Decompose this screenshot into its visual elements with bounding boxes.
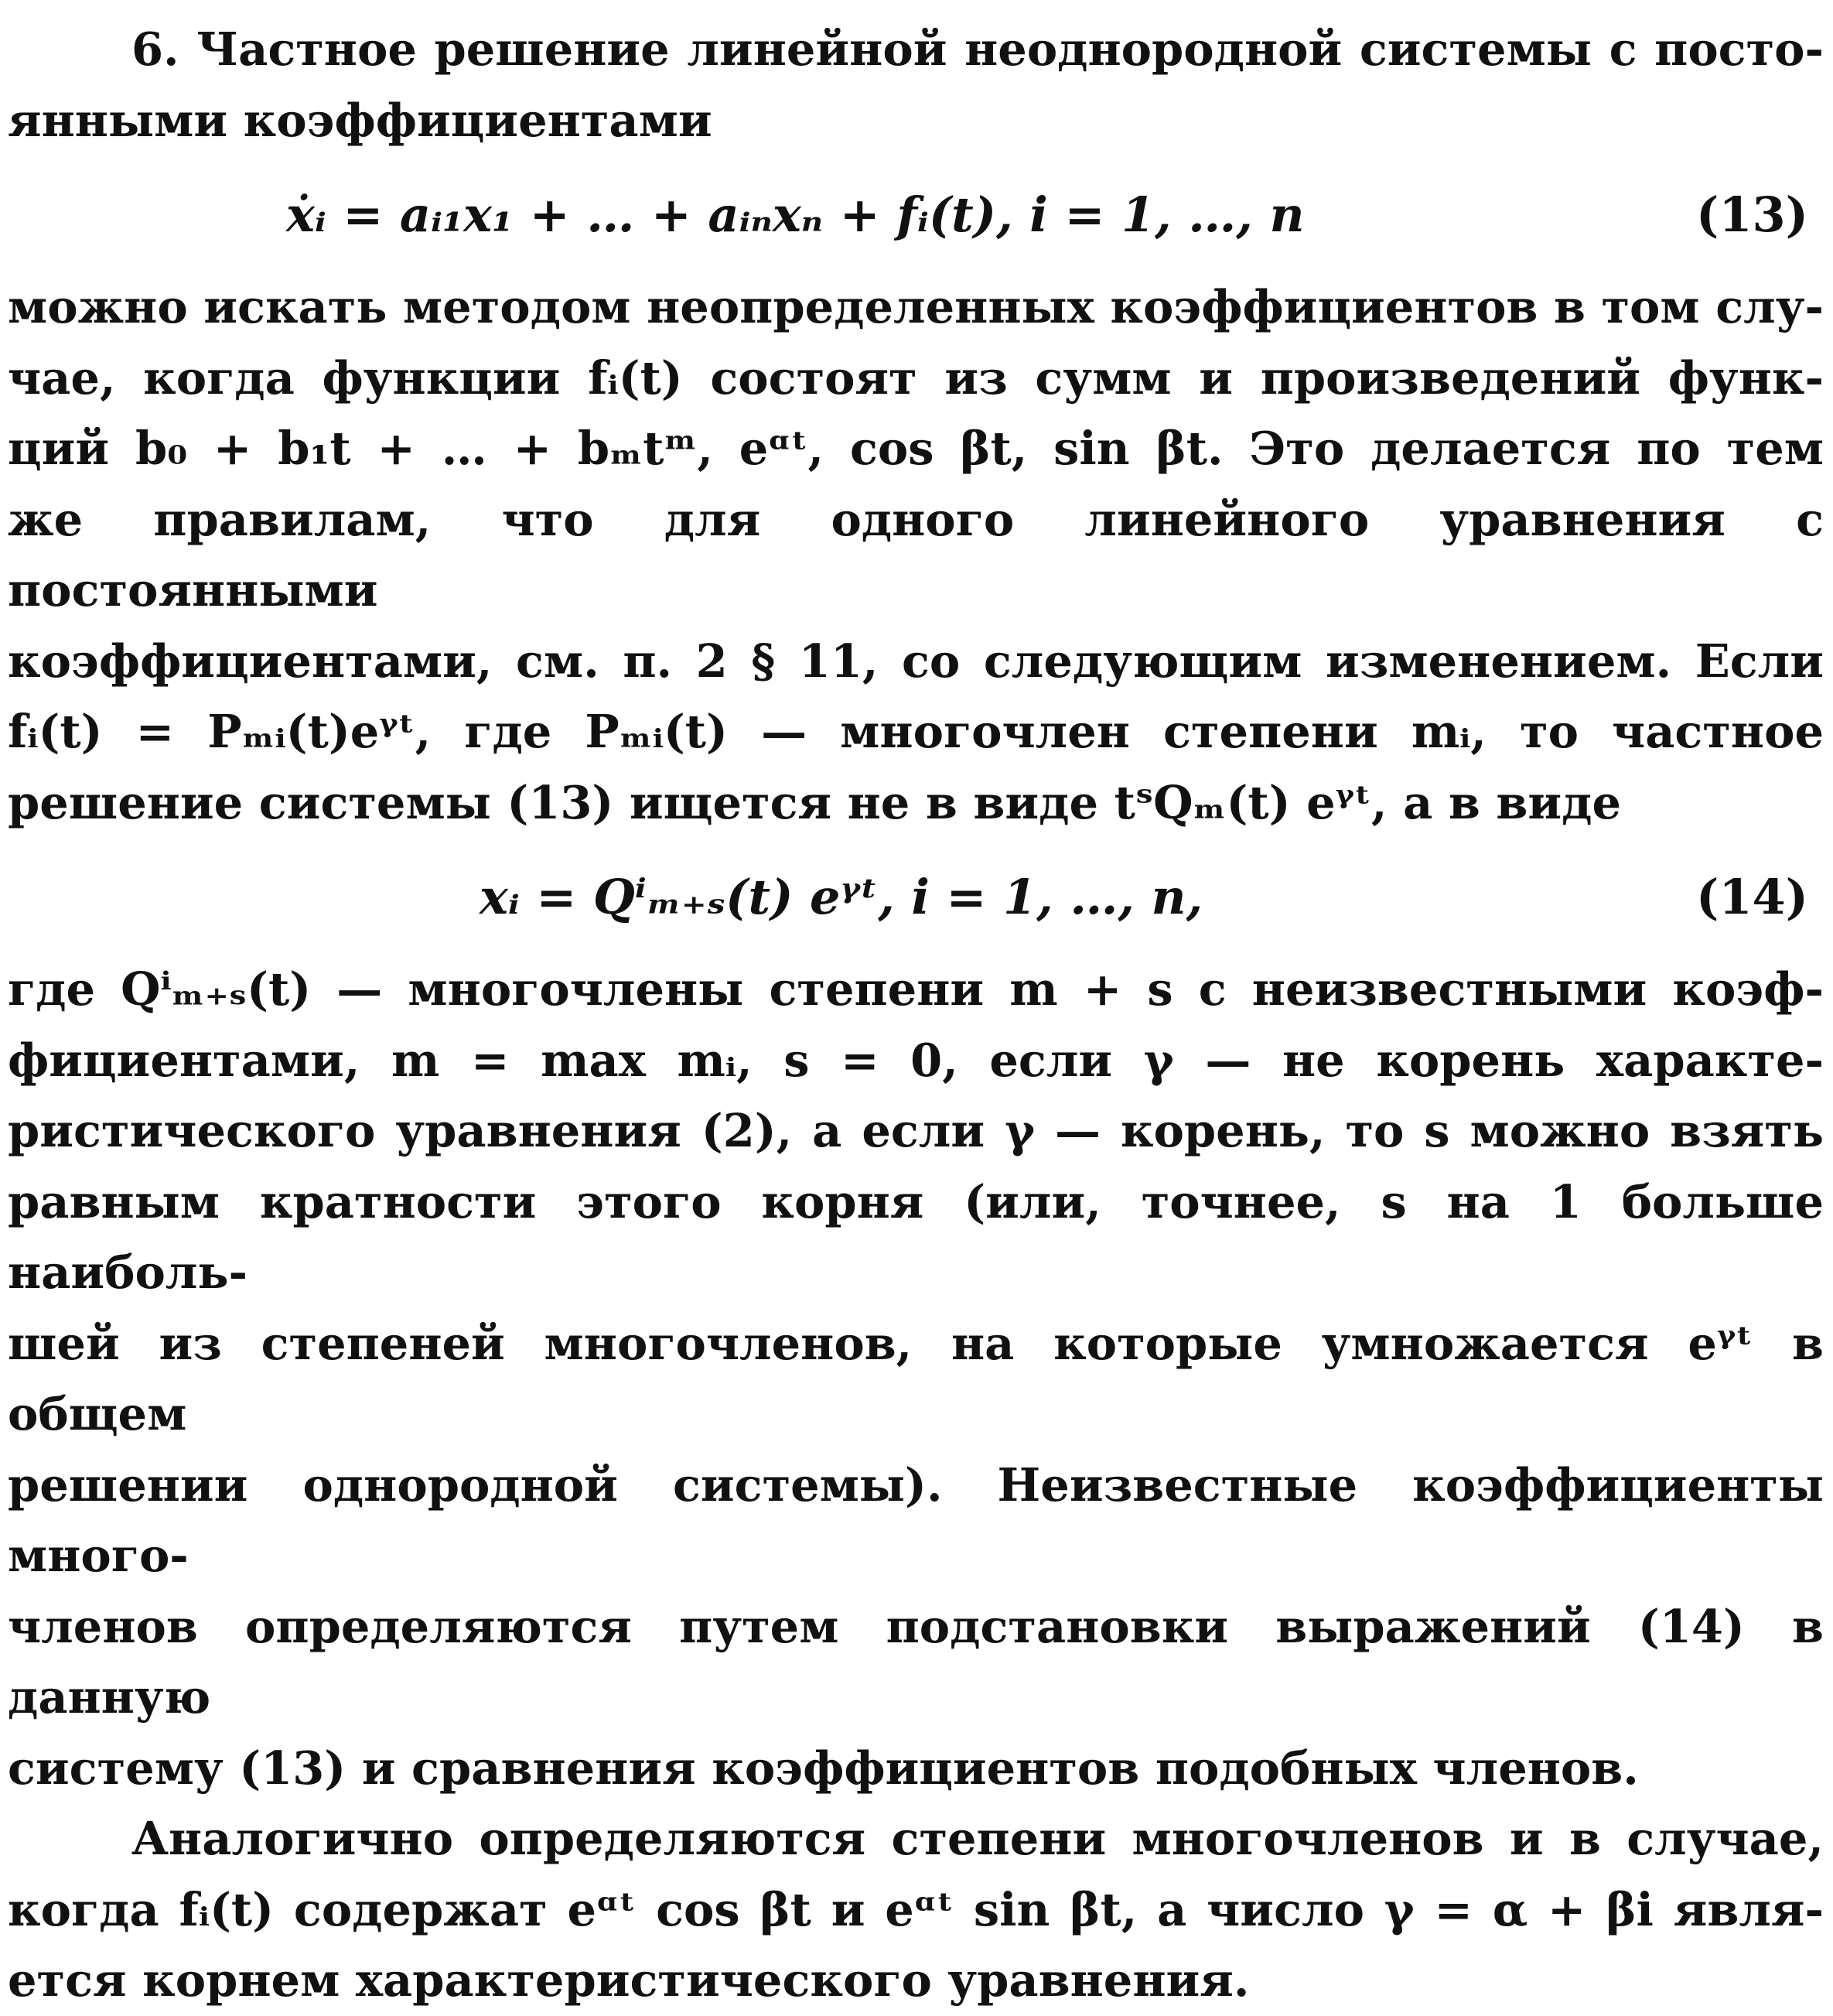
equation-13-number: (13) <box>1696 186 1808 243</box>
text-line: членов определяются путем подстановки выражений (14) в данную <box>8 1599 1824 1724</box>
text-line: когда fᵢ(t) содержат eᵅᵗ cos βt и eᵅᵗ sin βt, а число γ = α + βi явля- <box>8 1882 1824 1936</box>
paragraph-2 <box>8 954 1824 1803</box>
text-line: где Qⁱₘ₊ₛ(t) — многочлены степени m + s с неизвестными коэф- <box>8 962 1824 1016</box>
text-line: равным кратности этого корня (или, точнее, s на 1 больше наиболь- <box>8 1174 1824 1299</box>
text-line: шей из степеней многочленов, на которые умножается eᵞᵗ в общем <box>8 1316 1824 1440</box>
text-line: решении однородной системы). Неизвестные коэффициенты много- <box>8 1457 1824 1582</box>
paragraph-3 <box>8 1803 1824 2016</box>
text-line: ется корнем характеристического уравнения. <box>8 1953 1250 2007</box>
text-line: fᵢ(t) = Pₘᵢ(t)eᵞᵗ, где Pₘᵢ(t) — многочлен степени mᵢ, то частное <box>8 705 1824 758</box>
text-line: систему (13) и сравнения коэффициентов подобных членов. <box>8 1741 1639 1795</box>
equation-13-body: ẋᵢ = aᵢ₁x₁ + … + aᵢₙxₙ + fᵢ(t), i = 1, …, n <box>286 186 1305 243</box>
heading-line: 6. Частное решение линейной неоднородной системы с посто- <box>131 22 1824 76</box>
equation-13 <box>8 155 1824 272</box>
section-heading <box>8 14 1824 155</box>
text-line: чае, когда функции fᵢ(t) состоят из сумм и произведений функ- <box>8 350 1824 405</box>
text-line: ристического уравнения (2), а если γ — корень, то s можно взять <box>8 1104 1824 1157</box>
equation-14 <box>8 838 1824 954</box>
text-line: коэффициентами, см. п. 2 § 11, со следующим изменением. Если <box>8 634 1824 688</box>
text-line: ций b₀ + b₁t + … + bₘtᵐ, eᵅᵗ, cos βt, sin βt. Это делается по тем <box>8 422 1824 475</box>
text-line: можно искать методом неопределенных коэффициентов в том слу- <box>8 280 1824 333</box>
equation-14-number: (14) <box>1696 869 1808 925</box>
paragraph-1 <box>8 272 1824 838</box>
equation-14-body: xᵢ = Qⁱₘ₊ₛ(t) eᵞᵗ, i = 1, …, n, <box>480 869 1203 925</box>
text-line: Аналогично определяются степени многочленов и в случае, <box>131 1812 1824 1865</box>
text-line: фициентами, m = max mᵢ, s = 0, если γ — не корень характе- <box>8 1033 1824 1087</box>
text-line: же правилам, что для одного линейного уравнения с постоянными <box>8 492 1824 617</box>
heading-line: янными коэффициентами <box>8 93 712 147</box>
text-line: решение системы (13) ищется не в виде tˢQₘ(t) eᵞᵗ, а в виде <box>8 775 1622 829</box>
